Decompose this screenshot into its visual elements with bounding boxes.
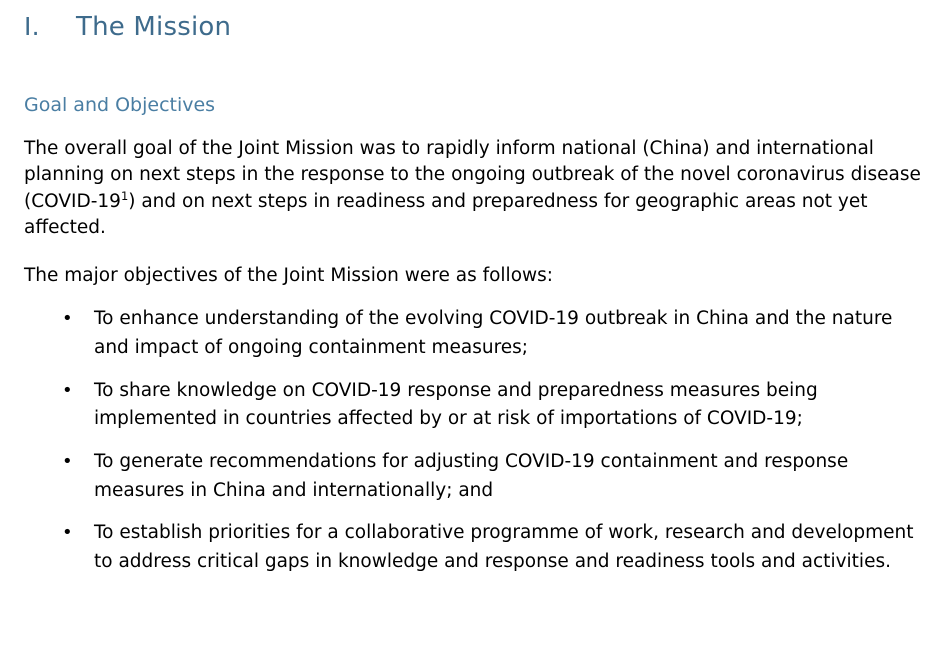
goal-paragraph bbox=[0, 136, 931, 241]
section-title: The Mission bbox=[76, 12, 232, 42]
goal-paragraph-part1: The overall goal of the Joint Mission was to rapidly inform national (China) and international planning on next steps in the response to the ongoing outbreak of the novel coronavirus disease (COVID-19 bbox=[24, 138, 921, 212]
bullet-icon: • bbox=[62, 308, 73, 330]
list-item bbox=[0, 519, 931, 576]
objectives-list bbox=[0, 305, 931, 576]
section-numeral: I. bbox=[24, 12, 40, 41]
document-page bbox=[0, 12, 931, 667]
objectives-intro-paragraph: The major objectives of the Joint Mission were as follows: bbox=[24, 265, 554, 287]
footnote-marker: 1 bbox=[120, 188, 129, 203]
list-item bbox=[0, 377, 931, 434]
list-item bbox=[0, 448, 931, 505]
subsection-heading: Goal and Objectives bbox=[24, 94, 216, 116]
section-heading bbox=[0, 12, 931, 42]
list-item-text: To share knowledge on COVID-19 response and preparedness measures being implemented in countries affected by or at risk of importations of COVID-19; bbox=[94, 379, 818, 430]
list-item-text: To establish priorities for a collaborative programme of work, research and development to address critical gaps in knowledge and response and readiness tools and activities. bbox=[94, 522, 914, 573]
list-item bbox=[0, 305, 931, 362]
bullet-icon: • bbox=[62, 522, 73, 544]
goal-paragraph-part2: ) and on next steps in readiness and preparedness for geographic areas not yet affected. bbox=[24, 190, 868, 238]
bullet-icon: • bbox=[62, 379, 73, 401]
bullet-icon: • bbox=[62, 451, 73, 473]
list-item-text: To generate recommendations for adjusting COVID-19 containment and response measures in China and internationally; and bbox=[94, 451, 849, 501]
list-item-text: To enhance understanding of the evolving COVID-19 outbreak in China and the nature and impact of ongoing containment measures; bbox=[94, 308, 893, 358]
